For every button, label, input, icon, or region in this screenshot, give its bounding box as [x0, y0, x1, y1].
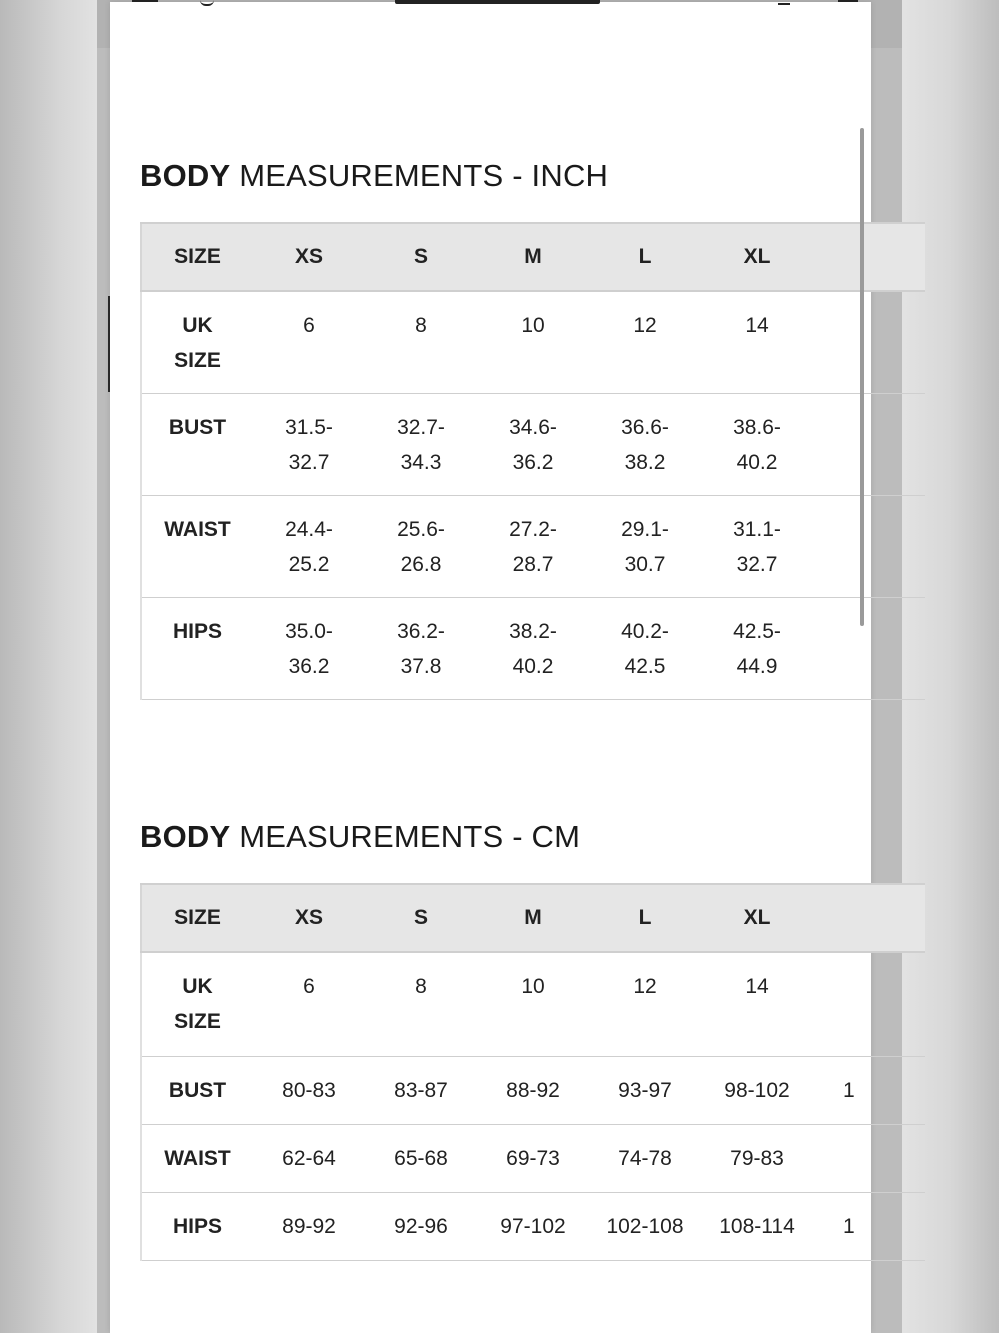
table-cell: 8 [365, 952, 477, 1056]
table-cell [813, 393, 925, 495]
table-row [141, 1124, 925, 1192]
table-row [141, 1056, 925, 1124]
table-cell: 35.0- 36.2 [253, 597, 365, 699]
table-cell: 74-78 [589, 1124, 701, 1192]
table-cell: 38.6- 40.2 [701, 393, 813, 495]
header-xs: XS [253, 223, 365, 291]
title-rest: MEASUREMENTS - CM [230, 819, 581, 854]
header-s: S [365, 884, 477, 952]
cut-off-header [110, 0, 871, 6]
table-cell: 88-92 [477, 1056, 589, 1124]
table-cell: 10 [477, 291, 589, 393]
table-cell: 10 [477, 952, 589, 1056]
table-cell: 69-73 [477, 1124, 589, 1192]
table-cell: 92-96 [365, 1192, 477, 1260]
menu-icon[interactable] [132, 0, 158, 2]
table-row [141, 393, 925, 495]
table-cell: 1 [813, 1056, 925, 1124]
table-row [141, 952, 925, 1056]
header-xl: XL [701, 884, 813, 952]
table-cell: 34.6- 36.2 [477, 393, 589, 495]
row-label-uk-size: UK SIZE [141, 291, 253, 393]
row-label-bust: BUST [141, 1056, 253, 1124]
header-m: M [477, 223, 589, 291]
header-size: SIZE [141, 223, 253, 291]
row-label-hips: HIPS [141, 1192, 253, 1260]
row-label-bust: BUST [141, 393, 253, 495]
table-cell: 27.2- 28.7 [477, 495, 589, 597]
table-cell: 12 [589, 952, 701, 1056]
modal-scrollbar[interactable] [860, 128, 864, 626]
table-cell: 93-97 [589, 1056, 701, 1124]
table-row [141, 597, 925, 699]
table-row [141, 1192, 925, 1260]
bag-icon[interactable] [838, 0, 858, 2]
table-cell: 36.2- 37.8 [365, 597, 477, 699]
table-cell: 102-108 [589, 1192, 701, 1260]
table-cell: 32.7- 34.3 [365, 393, 477, 495]
table-cell [813, 597, 925, 699]
header-m: M [477, 884, 589, 952]
table-cell: 36.6- 38.2 [589, 393, 701, 495]
size-guide-modal [110, 2, 871, 1333]
table-cell: 31.5- 32.7 [253, 393, 365, 495]
row-label-waist: WAIST [141, 1124, 253, 1192]
table-cell: 40.2- 42.5 [589, 597, 701, 699]
table-row [141, 291, 925, 393]
table-cell: 98-102 [701, 1056, 813, 1124]
cm-size-table [140, 883, 925, 1261]
header-s: S [365, 223, 477, 291]
brand-logo[interactable] [395, 0, 600, 4]
table-cell: 79-83 [701, 1124, 813, 1192]
row-label-hips: HIPS [141, 597, 253, 699]
search-icon[interactable] [200, 0, 214, 6]
table-cell: 8 [365, 291, 477, 393]
table-cell: 38.2- 40.2 [477, 597, 589, 699]
table-cell: 62-64 [253, 1124, 365, 1192]
title-strong: BODY [140, 158, 231, 193]
table-cell: 89-92 [253, 1192, 365, 1260]
table-cell: 25.6- 26.8 [365, 495, 477, 597]
inch-table-scroll[interactable] [140, 222, 841, 700]
table-cell: 24.4- 25.2 [253, 495, 365, 597]
header-l: L [589, 223, 701, 291]
table-cell: 6 [253, 291, 365, 393]
title-strong: BODY [140, 819, 231, 854]
table-cell: 14 [701, 952, 813, 1056]
inch-section-title [140, 158, 608, 194]
table-cell: 83-87 [365, 1056, 477, 1124]
cm-table-scroll[interactable] [140, 883, 855, 1261]
table-row [141, 495, 925, 597]
header-l: L [589, 884, 701, 952]
header-xs: XS [253, 884, 365, 952]
header-xl: XL [701, 223, 813, 291]
table-cell [813, 1124, 925, 1192]
table-cell [813, 495, 925, 597]
row-label-uk-size: UK SIZE [141, 952, 253, 1056]
row-label-waist: WAIST [141, 495, 253, 597]
header-xxl-cutoff [813, 884, 925, 952]
title-rest: MEASUREMENTS - INCH [230, 158, 609, 193]
table-cell: 42.5- 44.9 [701, 597, 813, 699]
table-cell: 29.1- 30.7 [589, 495, 701, 597]
cm-section-title [140, 819, 580, 855]
table-cell: 31.1- 32.7 [701, 495, 813, 597]
table-cell [813, 952, 925, 1056]
table-cell [813, 291, 925, 393]
header-xxl-cutoff [813, 223, 925, 291]
table-header-row [141, 884, 925, 952]
table-cell: 65-68 [365, 1124, 477, 1192]
table-cell: 1 [813, 1192, 925, 1260]
table-cell: 80-83 [253, 1056, 365, 1124]
table-cell: 14 [701, 291, 813, 393]
account-icon[interactable] [778, 0, 790, 5]
table-cell: 97-102 [477, 1192, 589, 1260]
table-cell: 12 [589, 291, 701, 393]
header-size: SIZE [141, 884, 253, 952]
table-header-row [141, 223, 925, 291]
table-cell: 6 [253, 952, 365, 1056]
table-cell: 108-114 [701, 1192, 813, 1260]
inch-size-table [140, 222, 925, 700]
